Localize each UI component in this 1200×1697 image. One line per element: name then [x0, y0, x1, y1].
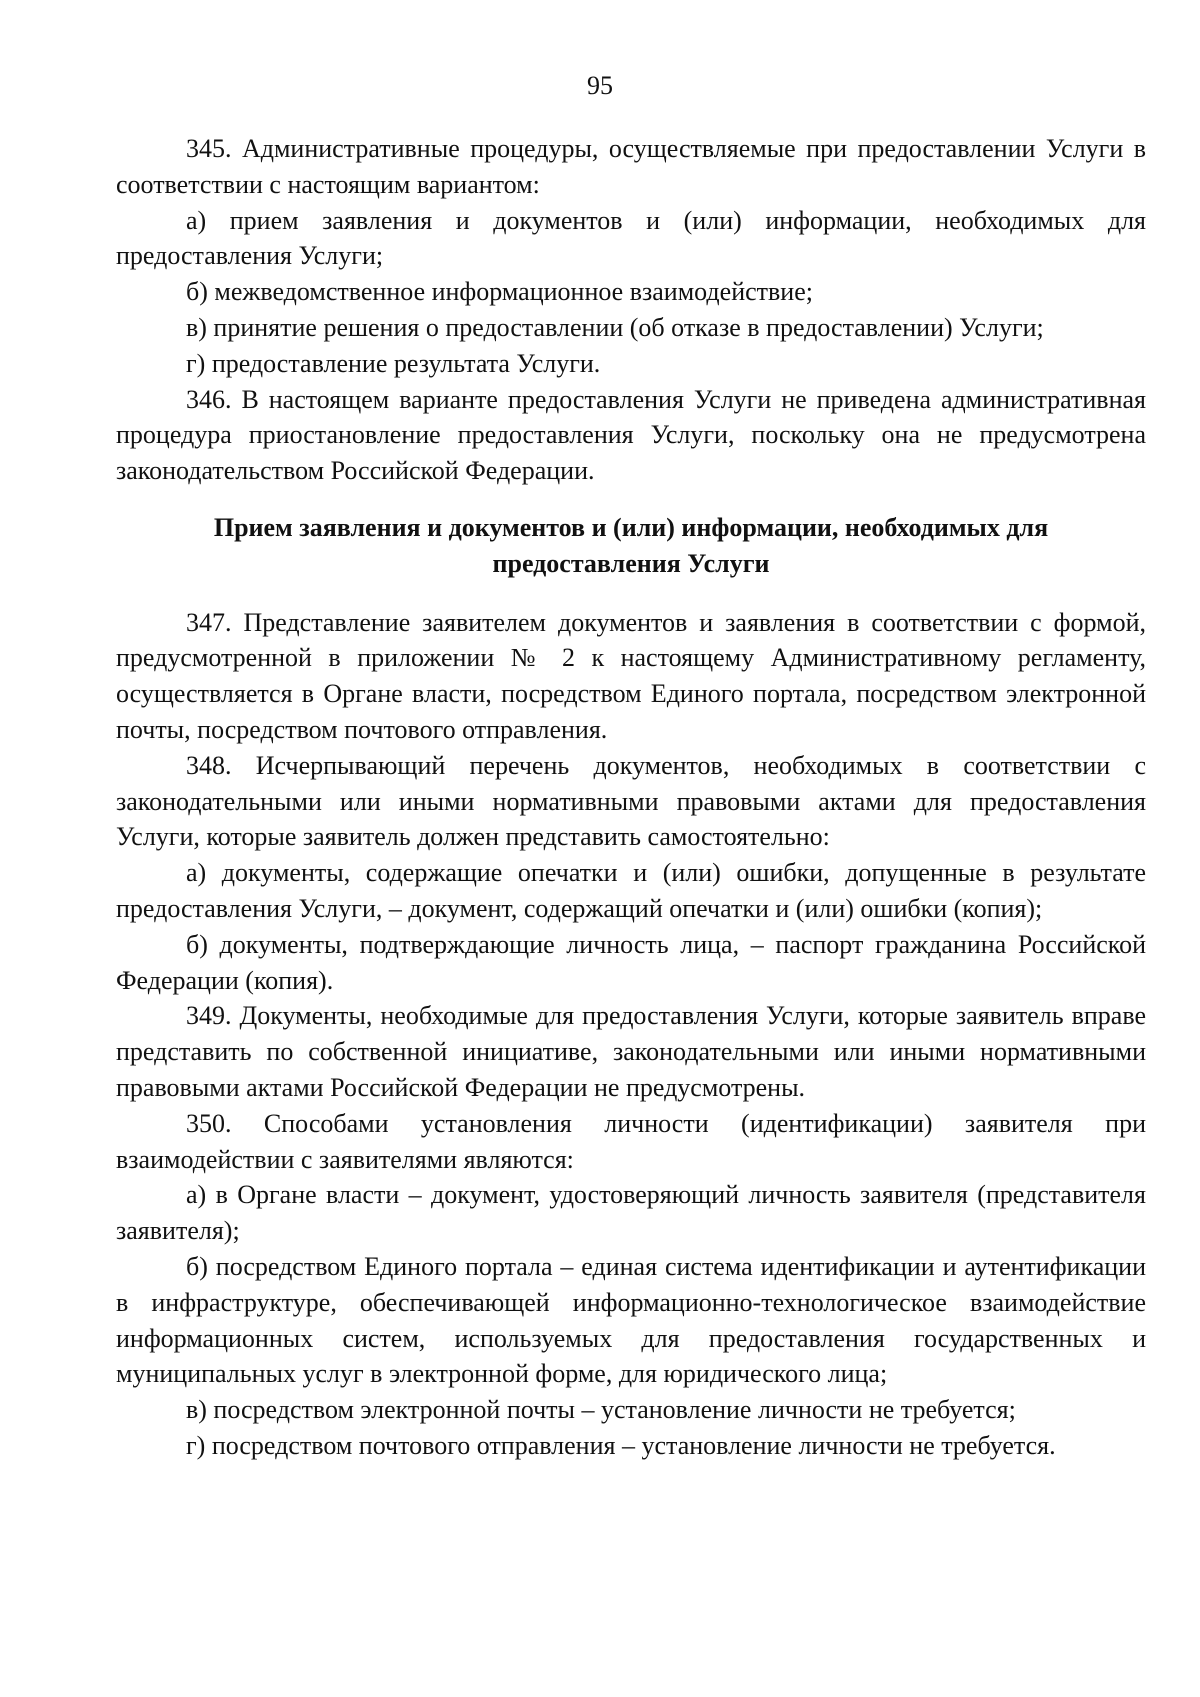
spacer — [116, 582, 1146, 605]
section-heading: Прием заявления и документов и (или) информации, необходимых для предоставления Услуги — [213, 512, 1049, 578]
list-item-v: в) посредством электронной почты – установление личности не требуется; — [186, 1395, 1016, 1425]
page-number: 95 — [587, 71, 613, 100]
list-item-b: б) документы, подтверждающие личность лица, – паспорт гражданина Российской Федерации (копия). — [116, 929, 1146, 995]
paragraph-349: 349. Документы, необходимые для предоставления Услуги, которые заявитель вправе представить по собственной инициативе, законодательными или иными нормативными правовыми актами Российской Федерации не предусмотрены. — [116, 1001, 1146, 1102]
paragraph-345: 345. Административные процедуры, осуществляемые при предоставлении Услуги в соответствии с настоящим вариантом: — [116, 134, 1146, 199]
paragraph-348: 348. Исчерпывающий перечень документов, необходимых в соответствии с законодательными или иными нормативными правовыми актами для предоставления Услуги, которые заявитель должен представить самостоятельно: — [116, 750, 1146, 852]
list-item-v: в) принятие решения о предоставлении (об отказе в предоставлении) Услуги; — [186, 312, 1044, 342]
list-item-a: а) документы, содержащие опечатки и (или) ошибки, допущенные в результате предоставления Услуги, – документ, содержащий опечатки и (или) ошибки (копия); — [116, 858, 1146, 923]
paragraph-346: 346. В настоящем варианте предоставления Услуги не приведена административная процедура приостановление предоставления Услуги, поскольку она не предусмотрена законодательством Российской Федерации. — [116, 384, 1146, 486]
list-item-b: б) посредством Единого портала – единая система идентификации и аутентификации в инфраструктуре, обеспечивающей информационно-технологическое взаимодействие информационных систем, используемых для предоставления государственных и муниципальных услуг в электронной форме, для юридического лица; — [116, 1251, 1146, 1389]
paragraph-347: 347. Представление заявителем документов и заявления в соответствии с формой, предусмотренной в приложении № 2 к настоящему Административному регламенту, осуществляется в Органе власти, посредством Единого портала, посредством электронной почты, посредством почтового отправления. — [116, 607, 1146, 744]
spacer — [116, 489, 1146, 510]
document-body — [116, 131, 1146, 1464]
list-item-g: г) посредством почтового отправления – установление личности не требуется. — [186, 1430, 1056, 1460]
list-item-b: б) межведомственное информационное взаимодействие; — [186, 277, 813, 307]
list-item-g: г) предоставление результата Услуги. — [186, 348, 601, 378]
list-item-a: а) в Органе власти – документ, удостоверяющий личность заявителя (представителя заявителя); — [116, 1180, 1146, 1246]
paragraph-350: 350. Способами установления личности (идентификации) заявителя при взаимодействии с заявителями являются: — [116, 1108, 1146, 1174]
list-item-a: а) прием заявления и документов и (или) информации, необходимых для предоставления Услуги; — [116, 205, 1146, 271]
